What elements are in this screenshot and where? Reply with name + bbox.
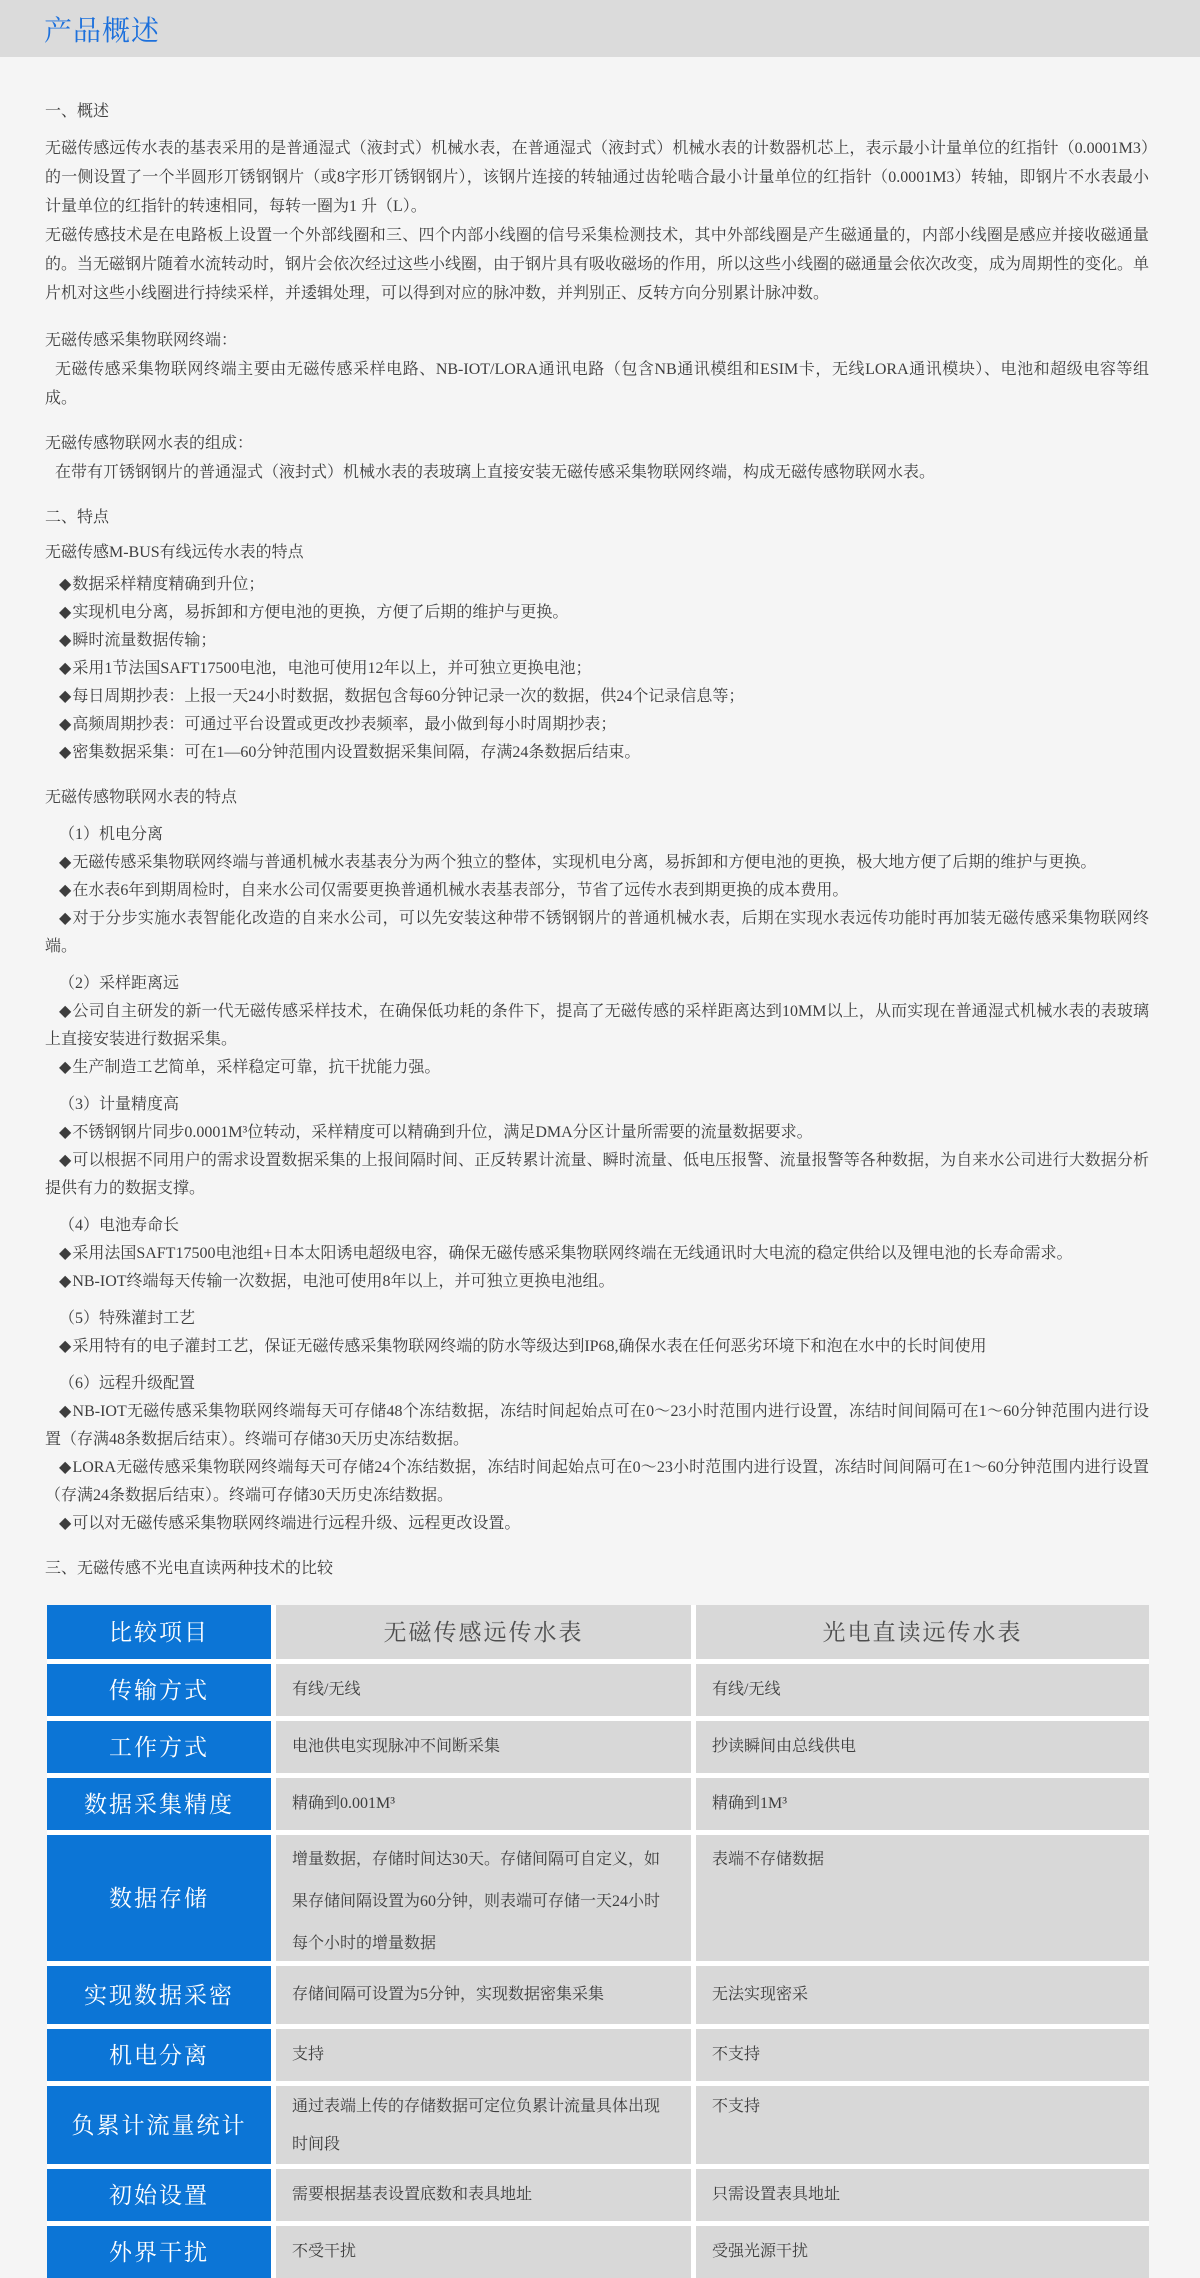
composition-label: 无磁传感物联网水表的组成： [45, 435, 254, 452]
comparison-table [47, 1605, 1149, 2278]
list-item [45, 849, 1149, 877]
diamond-bullet-icon: ◆ [59, 854, 72, 871]
diamond-bullet-icon: ◆ [59, 1245, 72, 1262]
list-item [45, 905, 1149, 961]
list-item-text: 密集数据采集：可在1—60分钟范围内设置数据采集间隔，存满24条数据后结束。 [72, 744, 641, 761]
list-item-text: 采用特有的电子灌封工艺，保证无磁传感采集物联网终端的防水等级达到IP68,确保水表在任何恶劣环境下和泡在水中的长时间使用 [72, 1338, 987, 1355]
row-label: 机电分离 [47, 2029, 271, 2081]
list-item-text: 公司自主研发的新一代无磁传感采样技术，在确保低功耗的条件下，提高了无磁传感的采样距离达到10MM以上，从而实现在普通湿式机械水表的表玻璃上直接安装进行数据采集。 [45, 1003, 1149, 1048]
row-label: 初始设置 [47, 2169, 271, 2221]
list-item-text: 数据采样精度精确到升位； [72, 576, 265, 593]
section-heading-features: 二、特点 [45, 509, 110, 526]
list-item-text: 高频周期抄表：可通过平台设置或更改抄表频率，最小做到每小时周期抄表； [72, 716, 617, 733]
list-item-text: 采用法国SAFT17500电池组+日本太阳诱电超级电容，确保无磁传感采集物联网终端在无线通讯时大电流的稳定供给以及锂电池的长寿命需求。 [72, 1245, 1073, 1262]
row-label: 工作方式 [47, 1721, 271, 1773]
list-item-text: 在水表6年到期周检时，自来水公司仅需要更换普通机械水表基表部分，节省了远传水表到期更换的成本费用。 [72, 882, 849, 899]
list-item [45, 1054, 1149, 1082]
list-item-text: 实现机电分离，易拆卸和方便电池的更换，方便了后期的维护与更换。 [72, 604, 569, 621]
page-header-band [0, 0, 1200, 57]
list-item [45, 1454, 1149, 1510]
feature-group-title: （6）远程升级配置 [59, 1375, 196, 1392]
diamond-bullet-icon: ◆ [59, 632, 72, 649]
list-item-text: 可以根据不同用户的需求设置数据采集的上报间隔时间、正反转累计流量、瞬时流量、低电压报警、流量报警等各种数据，为自来水公司进行大数据分析提供有力的数据支撑。 [45, 1152, 1149, 1197]
diamond-bullet-icon: ◆ [59, 660, 72, 677]
terminal-text: 无磁传感采集物联网终端主要由无磁传感采样电路、NB-IOT/LORA通讯电路（包含NB通讯模组和ESIM卡，无线LORA通讯模块）、电池和超级电容等组成。 [45, 361, 1149, 407]
feature-group-title: （3）计量精度高 [59, 1096, 180, 1113]
diamond-bullet-icon: ◆ [59, 1003, 72, 1020]
diamond-bullet-icon: ◆ [59, 1403, 72, 1420]
row-label: 负累计流量统计 [47, 2086, 271, 2164]
list-item-text: 可以对无磁传感采集物联网终端进行远程升级、远程更改设置。 [72, 1515, 521, 1532]
feature-group-title: （1）机电分离 [59, 826, 164, 843]
list-item-text: 每日周期抄表：上报一天24小时数据，数据包含每60分钟记录一次的数据，供24个记录信息等； [72, 688, 745, 705]
list-item [45, 1147, 1149, 1203]
table-cell: 存储间隔可设置为5分钟，实现数据密集采集 [276, 1966, 691, 2024]
diamond-bullet-icon: ◆ [59, 576, 72, 593]
list-item [45, 1119, 1149, 1147]
table-header-compare-item: 比较项目 [47, 1605, 271, 1659]
list-item [45, 998, 1149, 1054]
feature-group-title: （4）电池寿命长 [59, 1217, 180, 1234]
diamond-bullet-icon: ◆ [59, 1059, 72, 1076]
section-heading-overview: 一、概述 [45, 103, 110, 120]
document-body [0, 97, 1200, 2278]
table-cell: 抄读瞬间由总线供电 [696, 1721, 1149, 1773]
diamond-bullet-icon: ◆ [59, 882, 72, 899]
list-item [45, 1240, 1149, 1268]
table-cell: 精确到0.001M³ [276, 1778, 691, 1830]
diamond-bullet-icon: ◆ [59, 910, 72, 927]
diamond-bullet-icon: ◆ [59, 1515, 72, 1532]
diamond-bullet-icon: ◆ [59, 744, 72, 761]
list-item [45, 599, 1149, 627]
table-cell: 只需设置表具地址 [696, 2169, 1149, 2221]
list-item-text: NB-IOT终端每天传输一次数据，电池可使用8年以上，并可独立更换电池组。 [72, 1273, 615, 1290]
diamond-bullet-icon: ◆ [59, 1273, 72, 1290]
list-item-text: 不锈钢钢片同步0.0001M³位转动，采样精度可以精确到升位，满足DMA分区计量所需要的流量数据要求。 [72, 1124, 813, 1141]
table-cell: 通过表端上传的存储数据可定位负累计流量具体出现时间段 [276, 2086, 691, 2164]
terminal-label: 无磁传感采集物联网终端： [45, 332, 238, 349]
list-item [45, 1333, 1149, 1361]
table-cell: 不支持 [696, 2086, 1149, 2164]
list-item [45, 877, 1149, 905]
table-header-magnetless: 无磁传感远传水表 [276, 1605, 691, 1659]
row-label: 传输方式 [47, 1664, 271, 1716]
mbus-feature-list [45, 571, 1149, 767]
list-item [45, 739, 1149, 767]
feature-group-title: （5）特殊灌封工艺 [59, 1310, 196, 1327]
list-item-text: 采用1节法国SAFT17500电池，电池可使用12年以上，并可独立更换电池； [72, 660, 592, 677]
table-cell: 不受干扰 [276, 2226, 691, 2278]
table-cell: 支持 [276, 2029, 691, 2081]
row-label: 外界干扰 [47, 2226, 271, 2278]
overview-paragraph-1: 无磁传感远传水表的基表采用的是普通湿式（液封式）机械水表，在普通湿式（液封式）机械水表的计数器机芯上，表示最小计量单位的红指针（0.0001M3）的一侧设置了一个半圆形丌锈钢钢片（或8字形丌锈钢钢片），该钢片连接的转轴通过齿轮啮合最小计量单位的红指针（0.0001M3）转轴，即钢片不水表最小计量单位的红指针的转速相同，每转一圈为1 升（L）。 [45, 140, 1149, 215]
row-label: 数据存储 [47, 1835, 271, 1961]
diamond-bullet-icon: ◆ [59, 1124, 72, 1141]
list-item-text: 对于分步实施水表智能化改造的自来水公司，可以先安装这种带不锈钢钢片的普通机械水表，后期在实现水表远传功能时再加装无磁传感采集物联网终端。 [45, 910, 1149, 955]
table-cell: 精确到1M³ [696, 1778, 1149, 1830]
diamond-bullet-icon: ◆ [59, 688, 72, 705]
table-cell: 增量数据，存储时间达30天。存储间隔可自定义，如果存储间隔设置为60分钟，则表端可存储一天24小时每个小时的增量数据 [276, 1835, 691, 1961]
diamond-bullet-icon: ◆ [59, 716, 72, 733]
table-cell: 需要根据基表设置底数和表具地址 [276, 2169, 691, 2221]
list-item [45, 1268, 1149, 1296]
section-heading-comparison: 三、无磁传感不光电直读两种技术的比较 [45, 1560, 334, 1577]
overview-paragraph-2: 无磁传感技术是在电路板上设置一个外部线圈和三、四个内部小线圈的信号采集检测技术，其中外部线圈是产生磁通量的，内部小线圈是感应并接收磁通量的。当无磁钢片随着水流转动时，钢片会依次经过这些小线圈，由于钢片具有吸收磁场的作用，所以这些小线圈的磁通量会依次改变，成为周期性的变化。单片机对这些小线圈进行持续采样，并逶辑处理，可以得到对应的脉冲数，并判别正、反转方向分别累计脉冲数。 [45, 227, 1150, 302]
list-item-text: LORA无磁传感采集物联网终端每天可存储24个冻结数据，冻结时间起始点可在0～23小时范围内进行设置，冻结时间间隔可在1～60分钟范围内进行设置（存满24条数据后结束）。终端可存储30天历史冻结数据。 [45, 1459, 1149, 1504]
list-item-text: 瞬时流量数据传输； [72, 632, 217, 649]
list-item [45, 711, 1149, 739]
page-title: 产品概述 [44, 15, 161, 47]
diamond-bullet-icon: ◆ [59, 1459, 72, 1476]
table-cell: 受强光源干扰 [696, 2226, 1149, 2278]
table-cell: 不支持 [696, 2029, 1149, 2081]
diamond-bullet-icon: ◆ [59, 604, 72, 621]
table-cell: 无法实现密采 [696, 1966, 1149, 2024]
list-item-text: 无磁传感采集物联网终端与普通机械水表基表分为两个独立的整体，实现机电分离，易拆卸和方便电池的更换，极大地方便了后期的维护与更换。 [72, 854, 1097, 871]
list-item-text: 生产制造工艺简单，采样稳定可靠，抗干扰能力强。 [72, 1059, 441, 1076]
table-cell: 表端不存储数据 [696, 1835, 1149, 1961]
list-item [45, 655, 1149, 683]
list-item [45, 571, 1149, 599]
list-item [45, 627, 1149, 655]
list-item [45, 683, 1149, 711]
row-label: 数据采集精度 [47, 1778, 271, 1830]
diamond-bullet-icon: ◆ [59, 1338, 72, 1355]
table-cell: 电池供电实现脉冲不间断采集 [276, 1721, 691, 1773]
feature-group-title: （2）采样距离远 [59, 975, 180, 992]
list-item-text: NB-IOT无磁传感采集物联网终端每天可存储48个冻结数据，冻结时间起始点可在0～23小时范围内进行设置，冻结时间间隔可在1～60分钟范围内进行设置（存满48条数据后结束）。终端可存储30天历史冻结数据。 [45, 1403, 1149, 1448]
list-item [45, 1398, 1149, 1454]
diamond-bullet-icon: ◆ [59, 1152, 72, 1169]
composition-text: 在带有丌锈钢钢片的普通湿式（液封式）机械水表的表玻璃上直接安装无磁传感采集物联网终端，构成无磁传感物联网水表。 [55, 464, 936, 481]
table-header-photoelectric: 光电直读远传水表 [696, 1605, 1149, 1659]
table-cell: 有线/无线 [276, 1664, 691, 1716]
list-item [45, 1510, 1149, 1538]
row-label: 实现数据采密 [47, 1966, 271, 2024]
mbus-features-title: 无磁传感M-BUS有线远传水表的特点 [45, 544, 304, 561]
iot-features-title: 无磁传感物联网水表的特点 [45, 789, 238, 806]
table-cell: 有线/无线 [696, 1664, 1149, 1716]
